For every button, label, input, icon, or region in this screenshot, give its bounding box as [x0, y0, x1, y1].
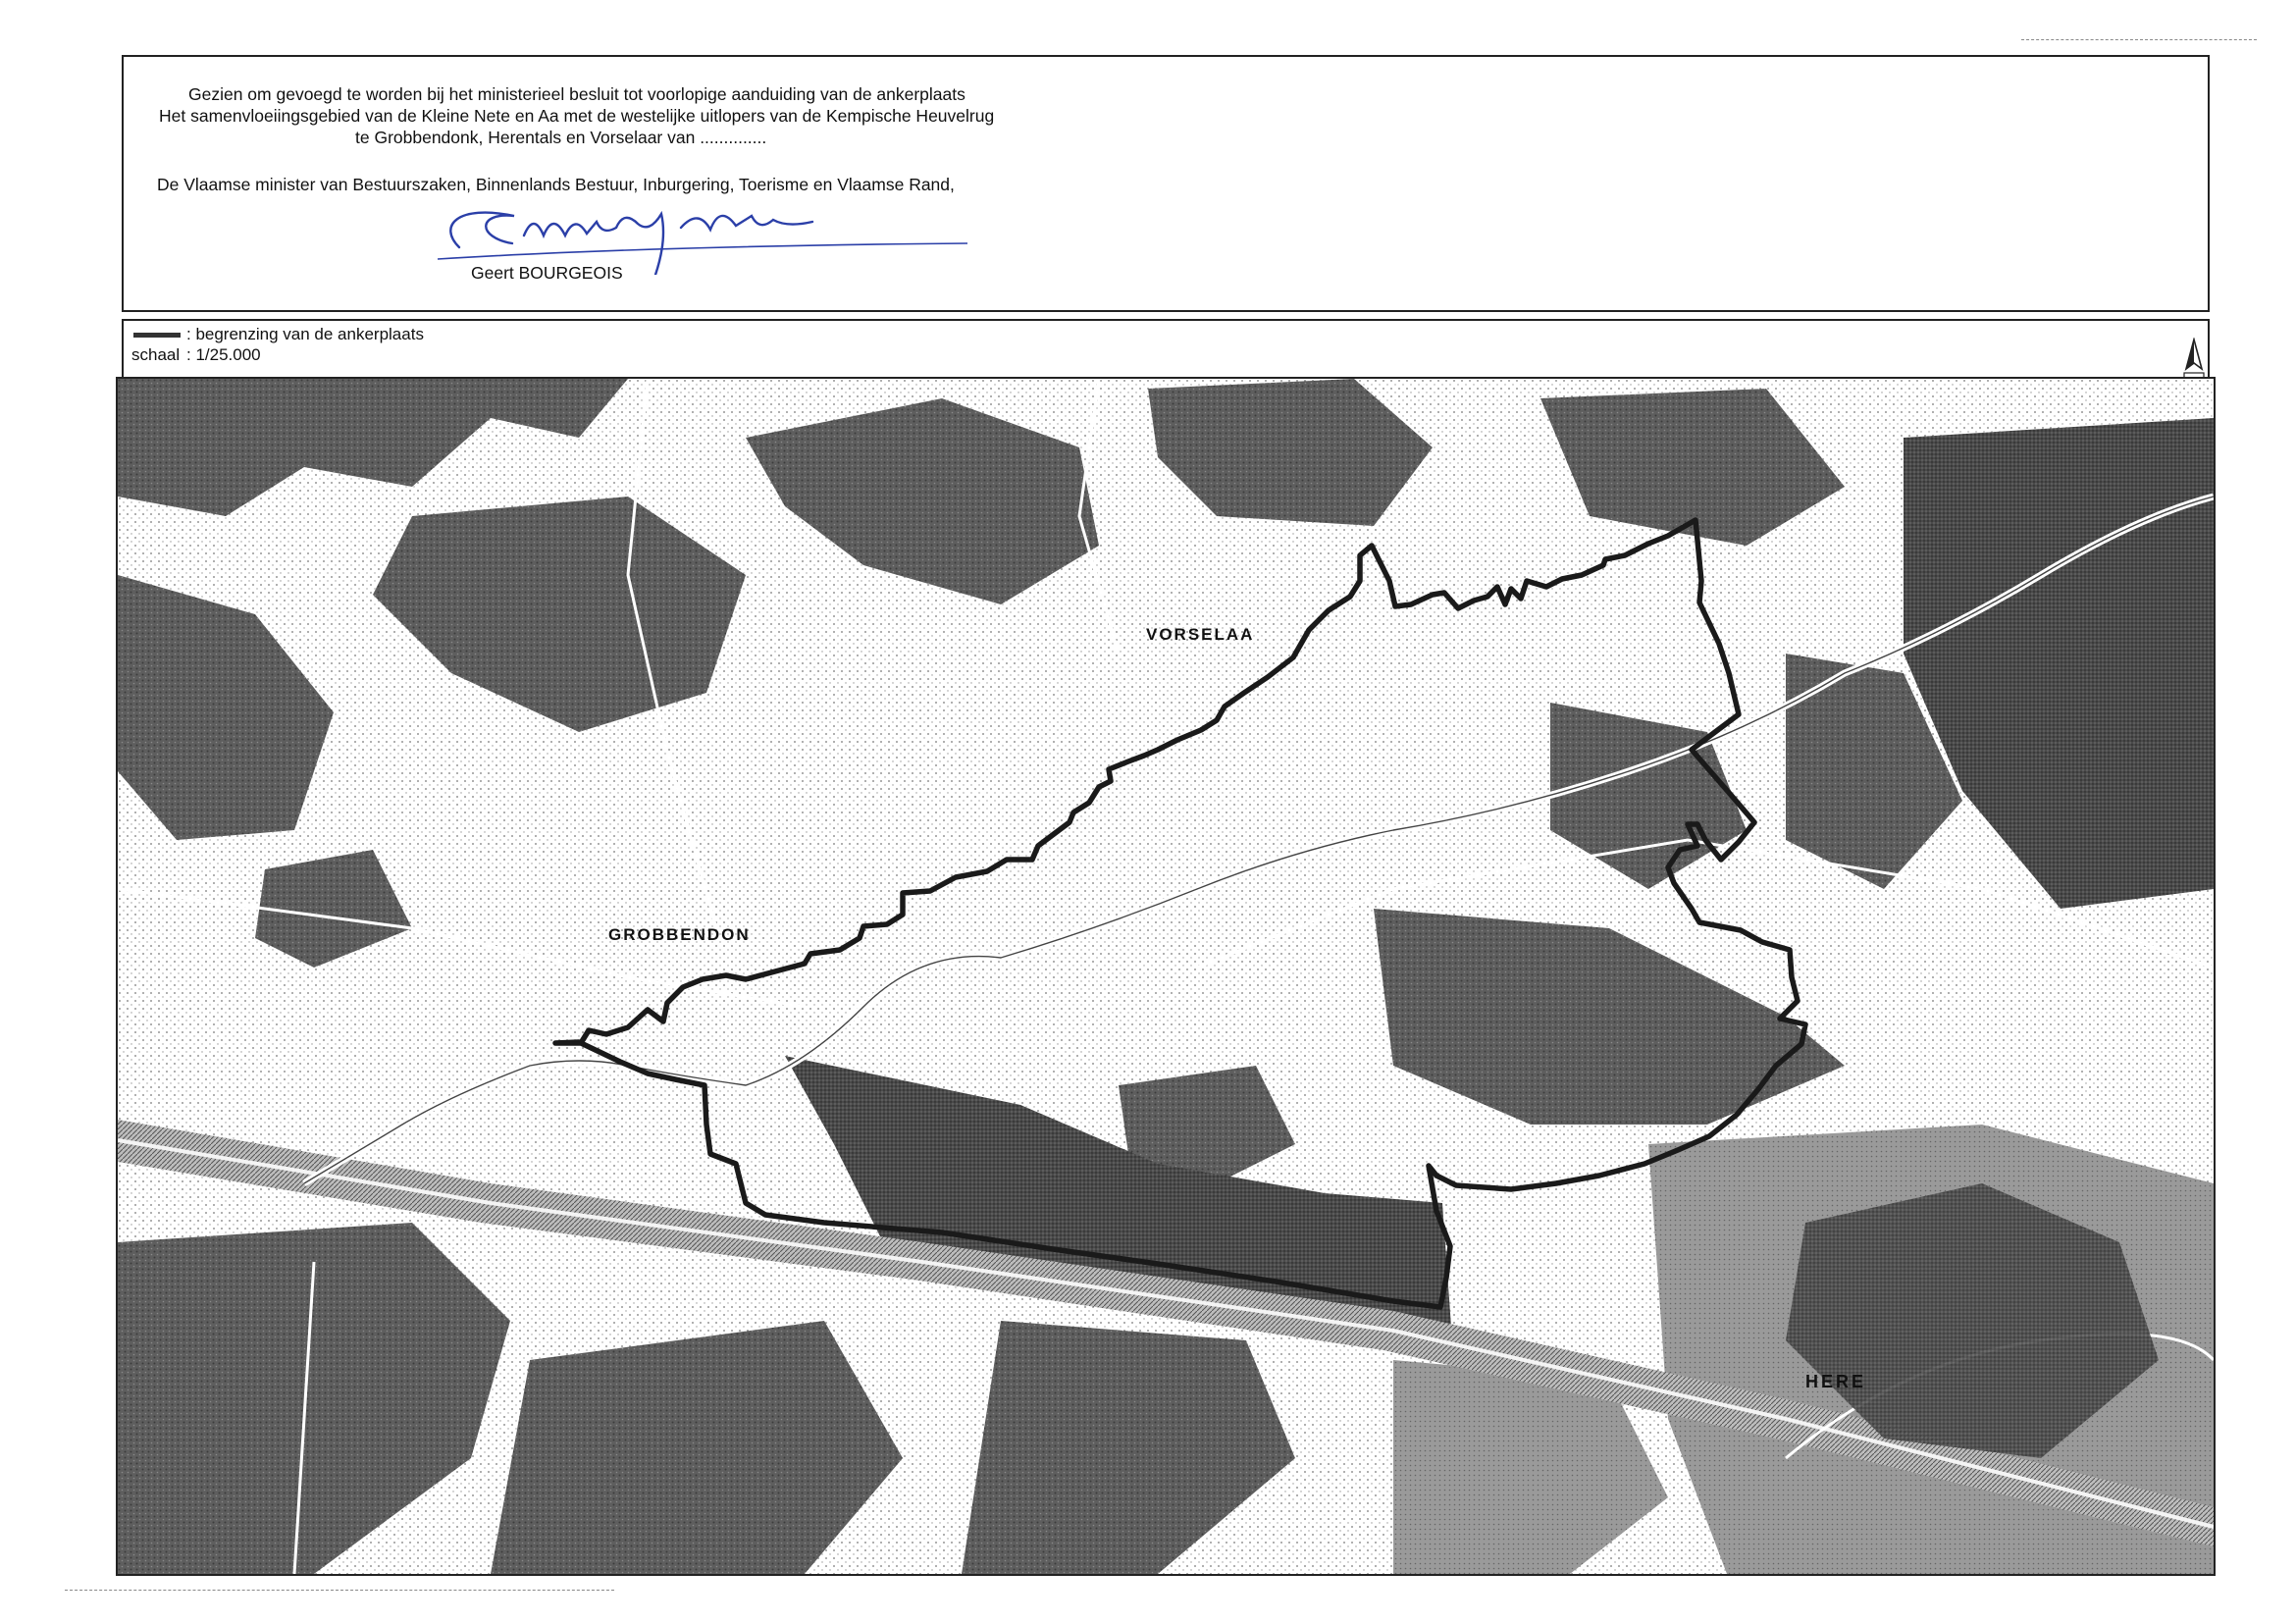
handwritten-signature	[418, 186, 1007, 275]
topographic-map	[116, 377, 2216, 1576]
place-label-grobbendonk: GROBBENDON	[608, 925, 751, 944]
header-line-2: Het samenvloeiingsgebied van de Kleine Nete en Aa met de westelijke uitlopers van de Kempische Heuvelrug	[159, 106, 995, 126]
scan-edge-mark	[65, 1590, 614, 1591]
legend-panel	[122, 319, 2210, 384]
place-label-herentals: HERE	[1805, 1372, 1867, 1391]
scale-label: schaal	[131, 345, 181, 364]
decree-header	[122, 55, 2210, 312]
map-canvas	[118, 379, 2214, 1574]
minister-title: De Vlaamse minister van Bestuurszaken, Binnenlands Bestuur, Inburgering, Toerisme en Vlaamse Rand,	[157, 175, 955, 194]
boundary-legend-label: : begrenzing van de ankerplaats	[186, 325, 424, 343]
boundary-legend-swatch	[133, 333, 181, 338]
header-line-3: te Grobbendonk, Herentals en Vorselaar van ..............	[355, 128, 767, 147]
scan-edge-mark	[2021, 39, 2257, 40]
signatory-name: Geert BOURGEOIS	[471, 263, 623, 283]
place-label-vorselaar: VORSELAA	[1146, 625, 1255, 644]
scale-value: : 1/25.000	[186, 345, 261, 364]
header-line-1: Gezien om gevoegd te worden bij het ministerieel besluit tot voorlopige aanduiding van de ankerplaats	[188, 84, 965, 104]
